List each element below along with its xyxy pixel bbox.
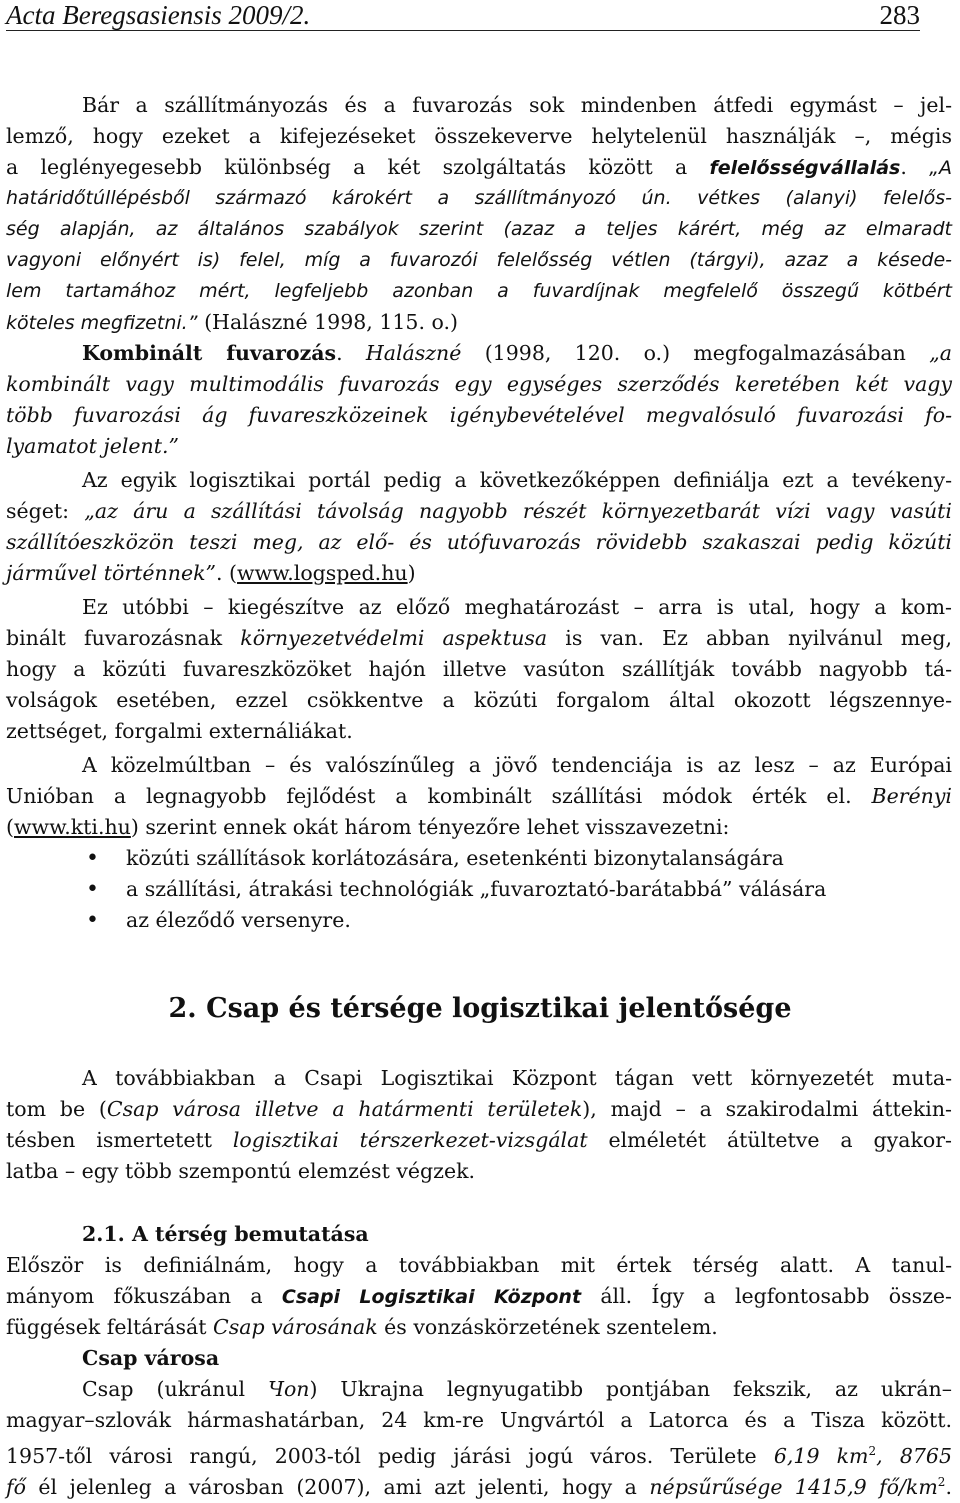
- text-line: magyar–szlovák hármashatárban, 24 km-re Ungvártól a Latorca és a Tisza között.: [6, 1408, 952, 1432]
- text-line: lemző, hogy ezeket a kifejezéseket összekeverve helytelenül használják –, mégis: [6, 124, 952, 148]
- quote-line: több fuvarozási ág fuvareszközeinek igénybevételével megvalósuló fuvarozási fo-: [6, 403, 952, 427]
- text-line: Unióban a legnagyobb fejlődést a kombinált szállítási módok érték el. Berényi: [6, 784, 952, 808]
- text-line: Az egyik logisztikai portál pedig a következőképpen definiálja ezt a tevékeny-: [82, 468, 952, 492]
- list-item: • a szállítási, átrakási technológiák „fuvaroztató-barátabbá” válására: [6, 874, 952, 905]
- text-line: köteles megfizetni.” (Halászné 1998, 115. o.): [6, 310, 458, 334]
- list-item: • közúti szállítások korlátozására, esetenkénti bizonytalanságára: [6, 843, 952, 874]
- text-line: (www.kti.hu) szerint ennek okát három tényezőre lehet visszavezetni:: [6, 815, 730, 839]
- text-line: Kombinált fuvarozás. Halászné (1998, 120. o.) megfogalmazásában „a: [82, 341, 952, 365]
- link-kti[interactable]: www.kti.hu: [14, 815, 131, 839]
- text-line: A közelmúltban – és valószínűleg a jövő tendenciája is az lesz – az Európai: [82, 753, 952, 777]
- quote-line: vagyoni előnyért is) felel, míg a fuvarozói felelősség vétlen (tárgyi), azaz a késede-: [6, 249, 952, 271]
- bullet-icon: •: [86, 877, 99, 902]
- journal-title: Acta Beregsasiensis 2009/2.: [6, 0, 311, 30]
- text-line: binált fuvarozásnak környezetvédelmi aspektusa is van. Ez abban nyilvánul meg,: [6, 626, 952, 650]
- link-logsped[interactable]: www.logsped.hu: [237, 561, 408, 585]
- text-line: a leglényegesebb különbség a két szolgáltatás között a felelősségvállalás. „A: [6, 155, 952, 179]
- text-line: latba – egy több szempontú elemzést végzek.: [6, 1159, 476, 1183]
- bullet-icon: •: [86, 846, 99, 871]
- text-line: Bár a szállítmányozás és a fuvarozás sok mindenben átfedi egymást – jel-: [82, 93, 952, 117]
- text-line: Csap (ukránul Чоп) Ukrajna legnyugatibb pontjában fekszik, az ukrán–: [82, 1377, 952, 1401]
- page-number: 283: [879, 0, 920, 30]
- text-line: Ez utóbbi – kiegészítve az előző meghatározást – arra is utal, hogy a kom-: [82, 595, 952, 619]
- text-line: zettséget, forgalmi externáliákat.: [6, 719, 353, 743]
- text-line: függések feltárását Csap városának és vonzáskörzetének szentelem.: [6, 1315, 718, 1339]
- text-line: Először is definiálnám, hogy a továbbiakban mit értek térség alatt. A tanul-: [6, 1253, 952, 1277]
- running-header: [6, 0, 920, 31]
- text-line: fő él jelenleg a városban (2007), ami azt jelenti, hogy a népsűrűsége 1415,9 $fő/km^2$.: [6, 1474, 952, 1499]
- subsection-heading: 2.1. A térség bemutatása: [82, 1222, 369, 1246]
- text-line: hogy a közúti fuvareszközöket hajón illetve vasúton szállítják tovább nagyobb tá-: [6, 657, 952, 681]
- text-line: járművel történnek”. (www.logsped.hu): [6, 561, 416, 585]
- quote-line: lyamatot jelent.”: [6, 434, 179, 458]
- quote-line: ség alapján, az általános szabályok szerint (azaz a teljes kárért, még az elmaradt: [6, 218, 952, 240]
- text-line: volságok esetében, ezzel csökkentve a közúti forgalom által okozott légszennye-: [6, 688, 952, 712]
- term-kombinalt: Kombinált fuvarozás: [82, 341, 337, 365]
- subsection-heading: Csap városa: [82, 1346, 220, 1370]
- text-line: A továbbiakban a Csapi Logisztikai Központ tágan vett környezetét muta-: [82, 1066, 952, 1090]
- quote-line: határidőtúllépésből származó károkért a szállítmányozó ún. vétkes (alanyi) felelős-: [6, 187, 952, 209]
- section-heading: 2. Csap és térsége logisztikai jelentősége: [168, 993, 792, 1024]
- text-line: mányom főkuszában a Csapi Logisztikai Központ áll. Így a legfontosabb össze-: [6, 1284, 952, 1308]
- text-line: tésben ismertetett logisztikai térszerkezet-vizsgálat elméletét átültetve a gyakor-: [6, 1128, 952, 1152]
- emphasis-term: felelősségvállalás: [709, 157, 901, 179]
- quote-line: kombinált vagy multimodális fuvarozás egy egységes szerződés keretében két vagy: [6, 372, 952, 396]
- text-line: séget: „az áru a szállítási távolság nagyobb részét környezetbarát vízi vagy vasúti: [6, 499, 952, 523]
- list-item: • az éleződő versenyre.: [6, 905, 952, 936]
- text-line: tom be (Csap városa illetve a határmenti területek), majd – a szakirodalmi áttekin-: [6, 1097, 952, 1121]
- text-line: szállítóeszközön teszi meg, az elő- és utófuvarozás rövidebb szakaszai pedig közúti: [6, 530, 952, 554]
- bullet-icon: •: [86, 908, 99, 933]
- text-line: 1957-től városi rangú, 2003-tól pedig járási jogú város. Területe 6,19 $km^2$, 8765: [6, 1443, 952, 1468]
- quote-line: lem tartamához mért, legfeljebb azonban a fuvardíjnak megfelelő összegű kötbért: [6, 280, 952, 302]
